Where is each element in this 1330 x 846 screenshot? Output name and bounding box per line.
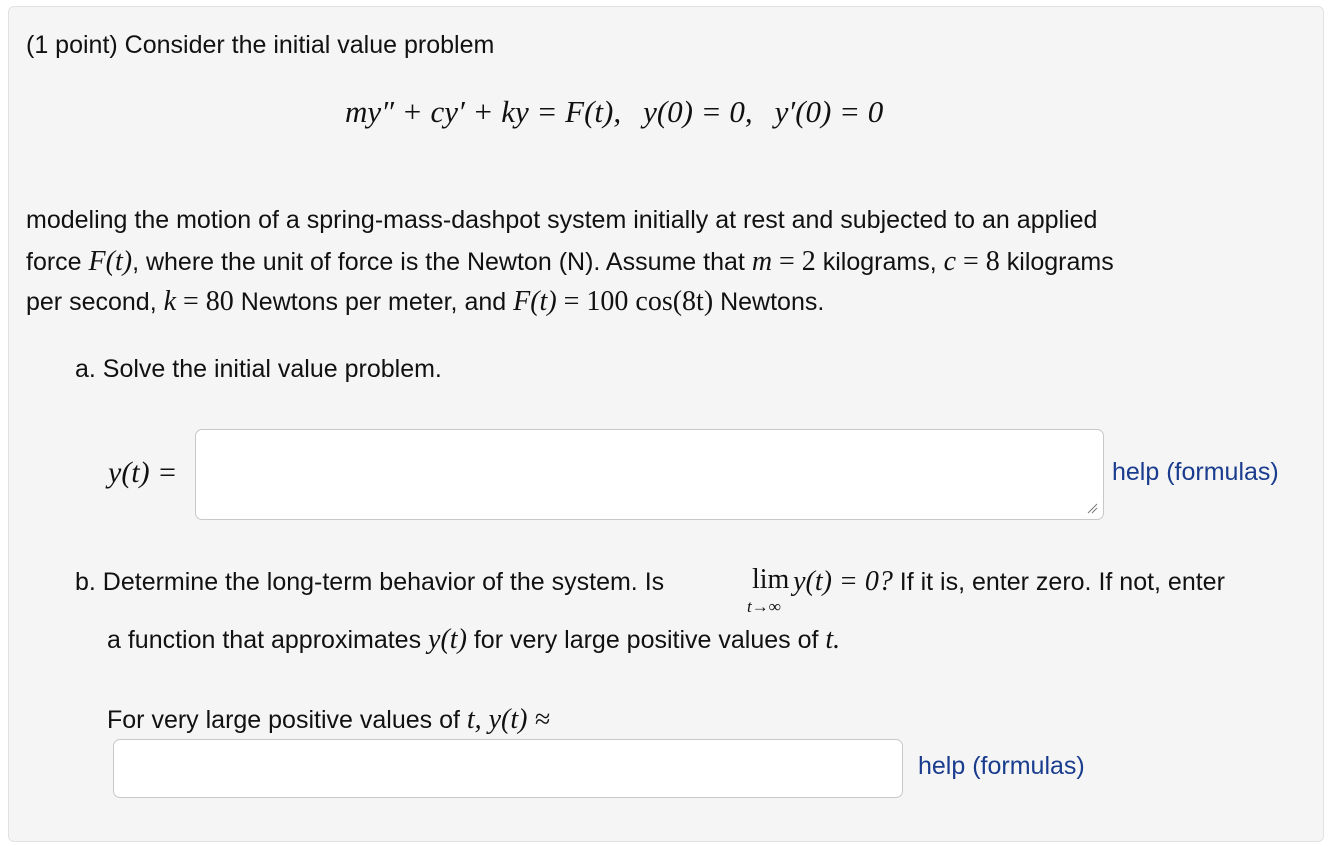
initial-condition-2: y′(0) = 0	[774, 94, 884, 129]
ode-expression: my″ + cy′ + ky = F(t),	[345, 94, 622, 129]
text-kilograms-1: kilograms,	[822, 248, 937, 276]
paragraph-line-1: modeling the motion of a spring-mass-dashpot system initially at rest and subjected to an applied	[26, 206, 1098, 234]
part-b-line-1	[75, 568, 1225, 596]
math-y-of-t: y(t)	[428, 624, 467, 655]
resize-grip-icon[interactable]	[1087, 503, 1098, 514]
part-b-answer-input[interactable]	[113, 739, 903, 798]
math-lim: lim	[752, 564, 790, 595]
part-b-line-2	[107, 626, 840, 654]
text-assume: , where the unit of force is the Newton (N). Assume that	[132, 248, 745, 276]
math-F-value: = 100 cos(8t)	[563, 286, 714, 317]
math-m: m	[751, 246, 773, 277]
math-k-value: = 80	[182, 286, 234, 317]
paragraph-line-3	[26, 288, 824, 316]
text-force: force	[26, 248, 82, 276]
text-large-values: for very large positive values of	[473, 626, 819, 654]
part-a-label: a. Solve the initial value problem.	[75, 355, 442, 383]
part-a-help-link[interactable]: help (formulas)	[1112, 458, 1279, 486]
part-b-help-link[interactable]: help (formulas)	[918, 752, 1085, 780]
math-c-value: = 8	[963, 246, 1000, 277]
math-t-comma: t,	[466, 704, 482, 735]
text-if-it-is: If it is, enter zero. If not, enter	[899, 568, 1225, 596]
part-b-prompt	[107, 706, 550, 734]
math-limit-expression: y(t) = 0?	[793, 566, 893, 597]
text-newtons: Newtons.	[720, 288, 825, 316]
initial-condition-1: y(0) = 0,	[643, 94, 753, 129]
math-F-of-t-2: F(t)	[513, 286, 557, 317]
text-approximates: a function that approximates	[107, 626, 422, 654]
text-for-very-large: For very large positive values of	[107, 706, 460, 734]
y-of-t-label: y(t) =	[108, 456, 178, 489]
math-F-of-t: F(t)	[88, 246, 133, 277]
math-t: t.	[825, 624, 841, 655]
math-y-approx: y(t) ≈	[488, 704, 550, 735]
text-kilograms-2: kilograms	[1006, 248, 1114, 276]
math-lim-subscript: t→∞	[747, 597, 781, 616]
math-c: c	[943, 246, 957, 277]
part-a-answer-textarea[interactable]	[195, 429, 1104, 520]
paragraph-line-2	[26, 248, 1114, 276]
ivp-equation	[345, 96, 883, 127]
text-per-second: per second,	[26, 288, 157, 316]
problem-intro: (1 point) Consider the initial value problem	[26, 31, 495, 59]
math-m-value: = 2	[779, 246, 816, 277]
text-part-b-intro: b. Determine the long-term behavior of the system. Is	[75, 568, 665, 596]
text-newtons-per-meter: Newtons per meter, and	[240, 288, 507, 316]
math-k: k	[163, 286, 177, 317]
